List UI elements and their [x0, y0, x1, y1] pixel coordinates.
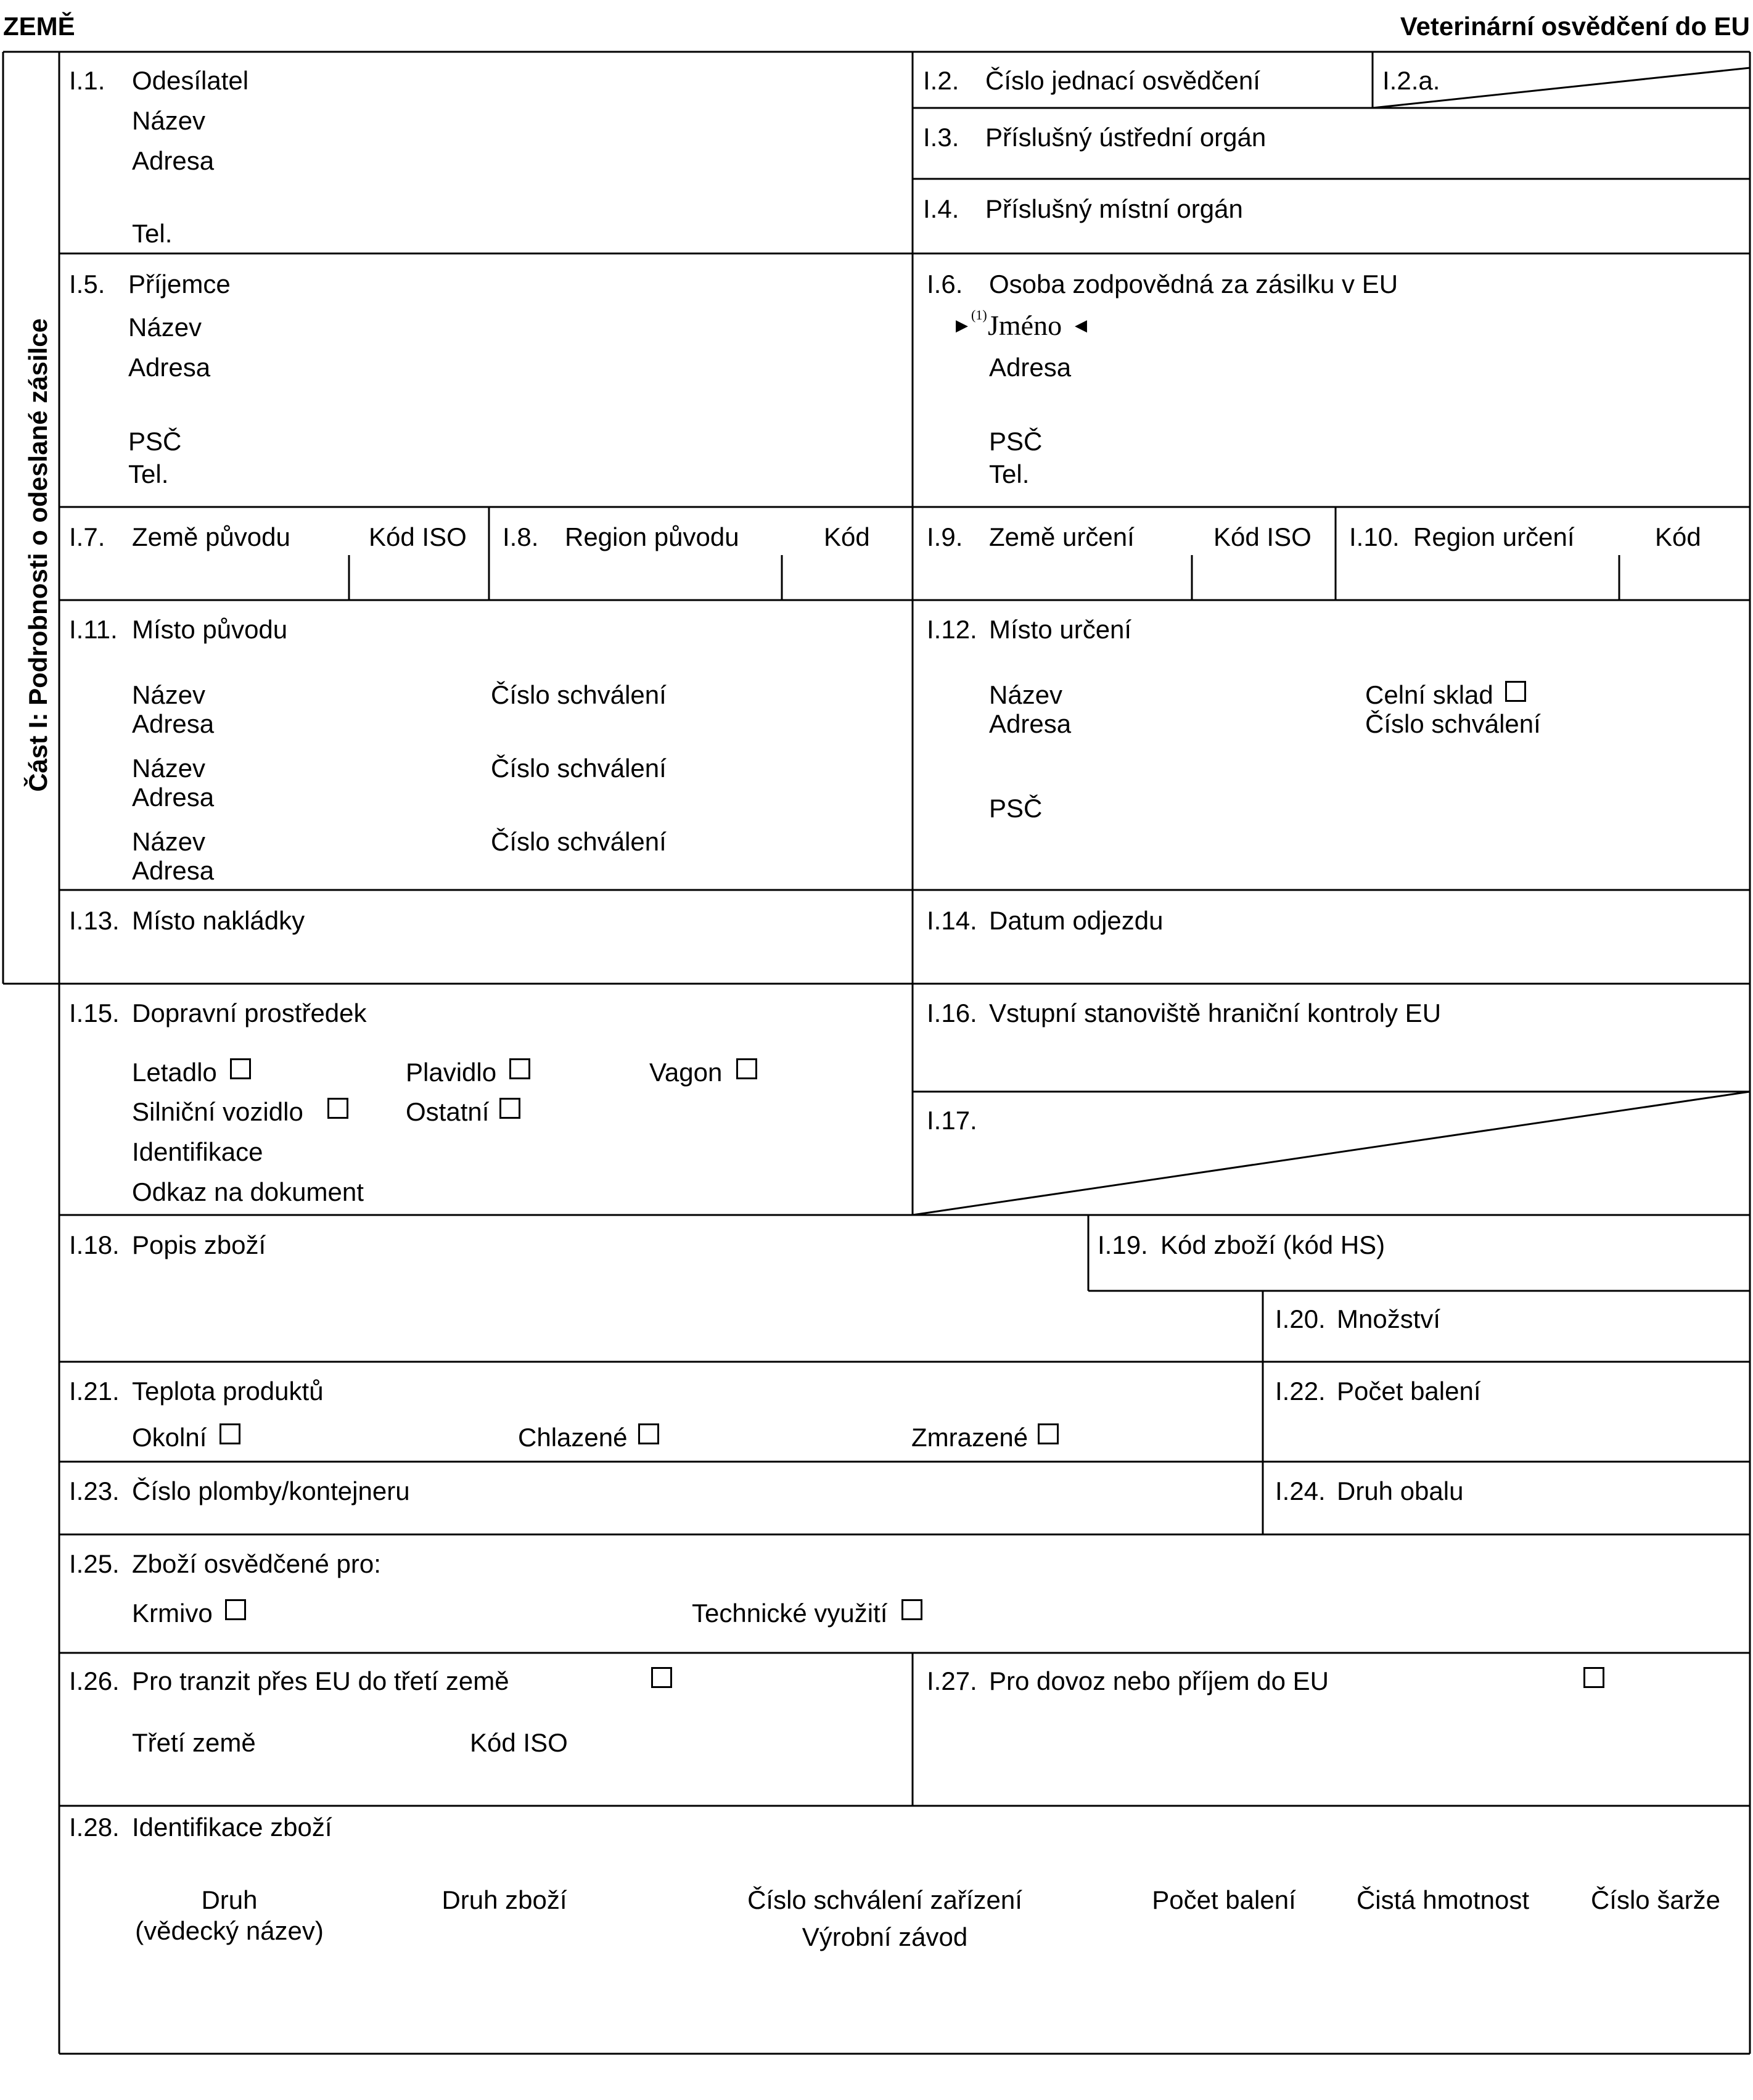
local-authority-label: Příslušný místní orgán: [985, 194, 1243, 223]
ambient-checkbox[interactable]: [220, 1423, 240, 1444]
origin-name-label: Název: [132, 754, 206, 783]
field-num: I.23.: [69, 1476, 120, 1505]
ambient-label: Okolní: [132, 1423, 207, 1452]
field-num: I.5.: [69, 270, 105, 299]
field-num: I.11.: [69, 615, 118, 644]
other-transport-label: Ostatní: [406, 1097, 490, 1126]
field-num-i17: I.17.: [927, 1106, 977, 1135]
transit-label: Pro tranzit přes EU do třetí země: [132, 1666, 509, 1695]
field-num: I.14.: [927, 906, 977, 935]
origin-address-label: Adresa: [132, 709, 215, 738]
wagon-label: Vagon: [649, 1058, 723, 1087]
field-num: I.24.: [1275, 1476, 1326, 1505]
field-num: I.1.: [69, 66, 105, 95]
place-origin-label: Místo původu: [132, 615, 288, 644]
country-destination-iso-label: Kód ISO: [1213, 522, 1312, 551]
destination-name-label: Název: [989, 680, 1063, 709]
feed-label: Krmivo: [132, 1599, 213, 1628]
technical-use-label: Technické využití: [692, 1599, 888, 1628]
certified-for-label: Zboží osvědčené pro:: [132, 1549, 381, 1578]
net-weight-column-header: Čistá hmotnost: [1356, 1885, 1530, 1914]
technical-use-checkbox[interactable]: [901, 1599, 922, 1620]
place-destination-label: Místo určení: [989, 615, 1132, 644]
consignor-name-label: Název: [132, 106, 206, 135]
import-label: Pro dovoz nebo příjem do EU: [989, 1666, 1329, 1695]
origin-approval-label: Číslo schválení: [491, 680, 667, 709]
batch-column-header: Číslo šarže: [1590, 1885, 1721, 1914]
species-column-header: Druh: [201, 1885, 258, 1914]
right-marker-icon: ◀: [1075, 316, 1087, 334]
loading-place-label: Místo nakládky: [132, 906, 305, 935]
frozen-checkbox[interactable]: [1038, 1423, 1059, 1444]
chilled-checkbox[interactable]: [638, 1423, 659, 1444]
transport-label: Dopravní prostředek: [132, 999, 367, 1027]
field-num: I.10.: [1349, 522, 1400, 551]
central-authority-label: Příslušný ústřední orgán: [985, 123, 1267, 152]
country-origin-label: Země původu: [132, 522, 290, 551]
goods-identification-label: Identifikace zboží: [132, 1813, 332, 1842]
plant-column-header: Výrobní závod: [802, 1922, 968, 1951]
field-num: I.4.: [923, 194, 959, 223]
feed-checkbox[interactable]: [225, 1599, 246, 1620]
quantity-label: Množství: [1337, 1304, 1441, 1333]
product-temperature-label: Teplota produktů: [132, 1377, 324, 1406]
field-num: I.28.: [69, 1813, 120, 1842]
field-num: I.15.: [69, 999, 120, 1027]
responsible-person-label: Osoba zodpovědná za zásilku v EU: [989, 270, 1398, 299]
field-num: I.7.: [69, 522, 105, 551]
footnote-ref: (1): [971, 307, 987, 323]
consignee-name-label: Název: [128, 313, 202, 342]
transit-checkbox[interactable]: [651, 1667, 672, 1688]
field-num: I.12.: [927, 615, 977, 644]
origin-approval-label: Číslo schválení: [491, 754, 667, 783]
responsible-postcode-label: PSČ: [989, 427, 1043, 456]
third-country-label: Třetí země: [132, 1728, 256, 1757]
consignee-tel-label: Tel.: [128, 459, 169, 488]
departure-date-label: Datum odjezdu: [989, 906, 1164, 935]
region-origin-code-label: Kód: [824, 522, 870, 551]
chilled-label: Chlazené: [518, 1423, 628, 1452]
responsible-address-label: Adresa: [989, 353, 1072, 382]
consignor-address-label: Adresa: [132, 146, 215, 175]
consignee-address-label: Adresa: [128, 353, 211, 382]
origin-address-label: Adresa: [132, 856, 215, 885]
responsible-name-label: Jméno: [988, 310, 1062, 341]
region-origin-label: Region původu: [565, 522, 739, 551]
field-num: I.27.: [927, 1666, 977, 1695]
part-i-side-label: Část I: Podrobnosti o odeslané zásilce: [23, 318, 52, 792]
field-num: I.22.: [1275, 1377, 1326, 1406]
scientific-name-column-header: (vědecký název): [135, 1916, 324, 1945]
consignor-tel-label: Tel.: [132, 219, 173, 248]
package-count-label: Počet balení: [1337, 1377, 1481, 1406]
field-num: I.2.: [923, 66, 959, 95]
field-num: I.26.: [69, 1666, 120, 1695]
responsible-tel-label: Tel.: [989, 459, 1030, 488]
origin-name-label: Název: [132, 827, 206, 856]
road-vehicle-label: Silniční vozidlo: [132, 1097, 303, 1126]
field-num: I.21.: [69, 1377, 120, 1406]
destination-approval-label: Číslo schválení: [1365, 709, 1541, 738]
ship-label: Plavidlo: [406, 1058, 497, 1087]
frozen-label: Zmrazené: [911, 1423, 1028, 1452]
packages-column-header: Počet balení: [1152, 1885, 1296, 1914]
approval-column-header: Číslo schválení zařízení: [747, 1885, 1022, 1914]
consignor-label: Odesílatel: [132, 66, 249, 95]
field-num: I.3.: [923, 123, 959, 152]
field-num: I.6.: [927, 270, 963, 299]
aircraft-checkbox[interactable]: [230, 1058, 251, 1079]
field-num: I.25.: [69, 1549, 120, 1578]
certificate-title: Veterinární osvědčení do EU: [1400, 12, 1750, 41]
goods-description-label: Popis zboží: [132, 1230, 266, 1259]
field-num: I.19.: [1098, 1230, 1148, 1259]
road-vehicle-checkbox[interactable]: [327, 1098, 348, 1119]
identification-label: Identifikace: [132, 1137, 263, 1166]
commodity-column-header: Druh zboží: [441, 1885, 567, 1914]
document-reference-label: Odkaz na dokument: [132, 1177, 364, 1206]
field-num: I.16.: [927, 999, 977, 1027]
region-destination-code-label: Kód: [1655, 522, 1701, 551]
other-transport-checkbox[interactable]: [499, 1098, 520, 1119]
field-num: I.20.: [1275, 1304, 1326, 1333]
destination-address-label: Adresa: [989, 709, 1072, 738]
origin-approval-label: Číslo schválení: [491, 827, 667, 856]
field-num: I.9.: [927, 522, 963, 551]
customs-warehouse-checkbox[interactable]: [1505, 681, 1526, 702]
destination-postcode-label: PSČ: [989, 794, 1043, 823]
third-country-iso-label: Kód ISO: [470, 1728, 568, 1757]
border-post-label: Vstupní stanoviště hraniční kontroly EU: [989, 999, 1442, 1027]
customs-warehouse-label: Celní sklad: [1365, 680, 1493, 709]
field-num: I.13.: [69, 906, 120, 935]
certificate-ref-label: Číslo jednací osvědčení: [985, 66, 1260, 95]
package-type-label: Druh obalu: [1337, 1476, 1464, 1505]
country-heading: ZEMĚ: [3, 12, 75, 41]
commodity-code-label: Kód zboží (kód HS): [1160, 1230, 1386, 1259]
region-destination-label: Region určení: [1413, 522, 1575, 551]
country-destination-label: Země určení: [989, 522, 1135, 551]
country-origin-iso-label: Kód ISO: [369, 522, 467, 551]
field-num: I.8.: [503, 522, 539, 551]
seal-container-label: Číslo plomby/kontejneru: [132, 1476, 410, 1505]
origin-address-label: Adresa: [132, 783, 215, 812]
left-marker-icon: ▶: [956, 316, 968, 334]
wagon-checkbox[interactable]: [736, 1058, 757, 1079]
field-num: I.18.: [69, 1230, 120, 1259]
consignee-label: Příjemce: [128, 270, 231, 299]
import-checkbox[interactable]: [1583, 1667, 1604, 1688]
origin-name-label: Název: [132, 680, 206, 709]
consignee-postcode-label: PSČ: [128, 427, 182, 456]
ship-checkbox[interactable]: [509, 1058, 530, 1079]
aircraft-label: Letadlo: [132, 1058, 217, 1087]
field-num-i2a: I.2.a.: [1382, 66, 1440, 95]
